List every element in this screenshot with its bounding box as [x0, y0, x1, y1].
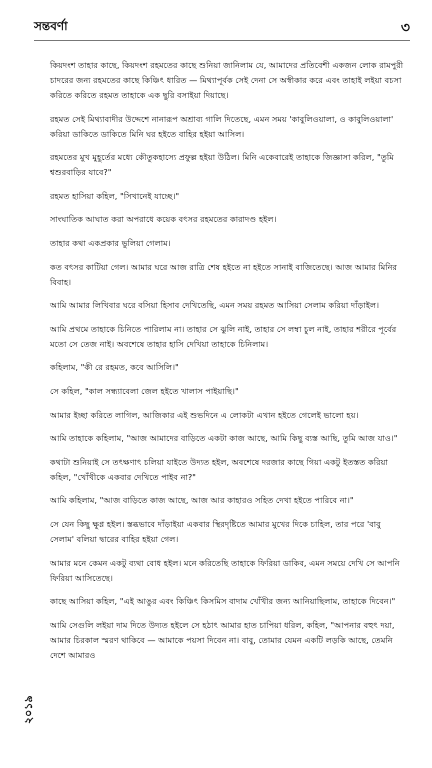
- page-header: [34, 10, 410, 38]
- paragraph: আমার মনে কেমন একটু ব্যথা বোধ হইল। মনে করিতেছি তাহাকে ফিরিয়া ডাকিব, এমন সময়ে দেখি সে আপনি ফিরিয়া আসিতেছে।: [50, 557, 400, 583]
- paragraph: সে কহিল, "কাল সন্ধ্যাবেলা জেল হইতে খালাস পাইয়াছি।": [50, 385, 239, 396]
- story-text: [50, 58, 406, 671]
- paragraph: আমি কহিলাম, "আজ বাড়িতে কাজ আছে, আজ আর কাহারও সহিত দেখা হইতে পারিবে না।": [50, 495, 354, 506]
- paragraph: আমি তাহাকে কহিলাম, "আজ আমাদের বাড়িতে একটা কাজ আছে, আমি কিছু ব্যস্ত আছি, তুমি আজ যাও।": [50, 433, 398, 444]
- header-divider: [34, 40, 410, 41]
- paragraph: রহমতের মুখ মুহূর্তের মধ্যে কৌতুকহাস্যে প্রফুল্ল হইয়া উঠিল। মিনি একেবারেই তাহাকে জিজ্ঞাসা করিল, "তুমি শ্বশুরবাড়ির যাবে?": [50, 152, 394, 178]
- paragraph: কহিলাম, "কী রে রহমত, কবে আসিলি।": [50, 362, 179, 373]
- page-number: ৩: [400, 20, 410, 36]
- running-title: সন্তবর্ণা: [34, 19, 68, 33]
- paragraph: কিয়দংশ তাহার কাছে, কিয়দংশ রহমতের কাছে শুনিয়া জানিলাম যে, আমাদের প্রতিবেশী একজন লোক রামপুরী চাদরের জন্য রহমতের কাছে কিঞ্চিৎ ধারিত — মিথ্যাপূর্বক সেই দেনা সে অস্বীকার করে এবং তাহাই লইয়া বচসা করিতে করিতে রহমত তাহাকে এক ছুরি বসাইয়া দিয়াছে।: [50, 60, 404, 100]
- paragraph: সে যেন কিছু ক্ষুণ্ণ হইল। স্তব্ধভাবে দাঁড়াইয়া একবার স্থিরদৃষ্টিতে আমার মুখের দিকে চাহিল, তার পরে 'বাবু সেলাম' বলিয়া দ্বারের বাহির হইয়া গেল।: [50, 518, 381, 544]
- paragraph: আমার ইচ্ছা করিতে লাগিল, আজিকার এই শুভদিনে এ লোকটা এখান হইতে গেলেই ভালো হয়।: [50, 409, 359, 420]
- paragraph: তাহার কথা একপ্রকার ভুলিয়া গেলাম।: [50, 237, 171, 248]
- paragraph: রহমত সেই মিথ্যাবাদীর উদ্দেশে নানারূপ অশ্রাব্য গালি দিতেছে, এমন সময় 'কাবুলিওয়ালা, ও কাবুলিওয়ালা' করিয়া ডাকিতে ডাকিতে মিনি ঘর হইতে বাহির হইয়া আসিল।: [50, 113, 394, 139]
- paragraph: কাছে আসিয়া কহিল, "এই আঙুর এবং কিঞ্চিৎ কিসমিস বাদাম খোঁখীর জন্য আনিয়াছিলাম, তাহাকে দিবেন।": [50, 596, 396, 607]
- margin-year-label: ২০১৯: [22, 695, 35, 724]
- paragraph: আমি সেগুলি লইয়া দাম দিতে উদ্যত হইলে সে হঠাৎ আমার হাত চাপিয়া ধরিল, কহিল, "আপনার বহুৎ দয়া, আমার চিরকাল স্মরণ থাকিবে — আমাকে পয়সা দিবেন না। বাবু, তোমার যেমন একটি লড়কি আছে, তেমনি দেশে আমারও: [50, 619, 395, 660]
- paragraph: কত বৎসর কাটিয়া গেল। আমার ঘরে আজ রাত্রি শেষ হইতে না হইতে সানাই বাজিতেছে। আজ আমার মিনির বিবাহ।: [50, 261, 398, 287]
- paragraph: কথাটা শুনিয়াই সে তৎক্ষণাৎ চলিয়া যাইতে উদ্যত হইল, অবশেষে দরজার কাছে গিয়া একটু ইতস্তত করিয়া কহিল, "খোঁখীকে একবার দেখিতে পাইব না?": [50, 456, 388, 482]
- paragraph: রহমত হাসিয়া কহিল, "সিখানেই যাচ্ছে।": [50, 190, 180, 201]
- paragraph: সাংঘাতিক আঘাত করা অপরাধে কয়েক বৎসর রহমতের কারাদণ্ড হইল।: [50, 214, 277, 225]
- paragraph: আমি আমার লিখিবার ঘরে বসিয়া হিসাব দেখিতেছি, এমন সময় রহমত আসিয়া সেলাম করিয়া দাঁড়াইল।: [50, 300, 380, 311]
- paragraph: আমি প্রথমে তাহাকে চিনিতে পারিলাম না। তাহার সে ঝুলি নাই, তাহার সে লম্বা চুল নাই, তাহার শরীরে পূর্বের মতো সে তেজ নাই। অবশেষে তাহার হাসি দেখিয়া তাহাকে চিনিলাম।: [50, 323, 397, 349]
